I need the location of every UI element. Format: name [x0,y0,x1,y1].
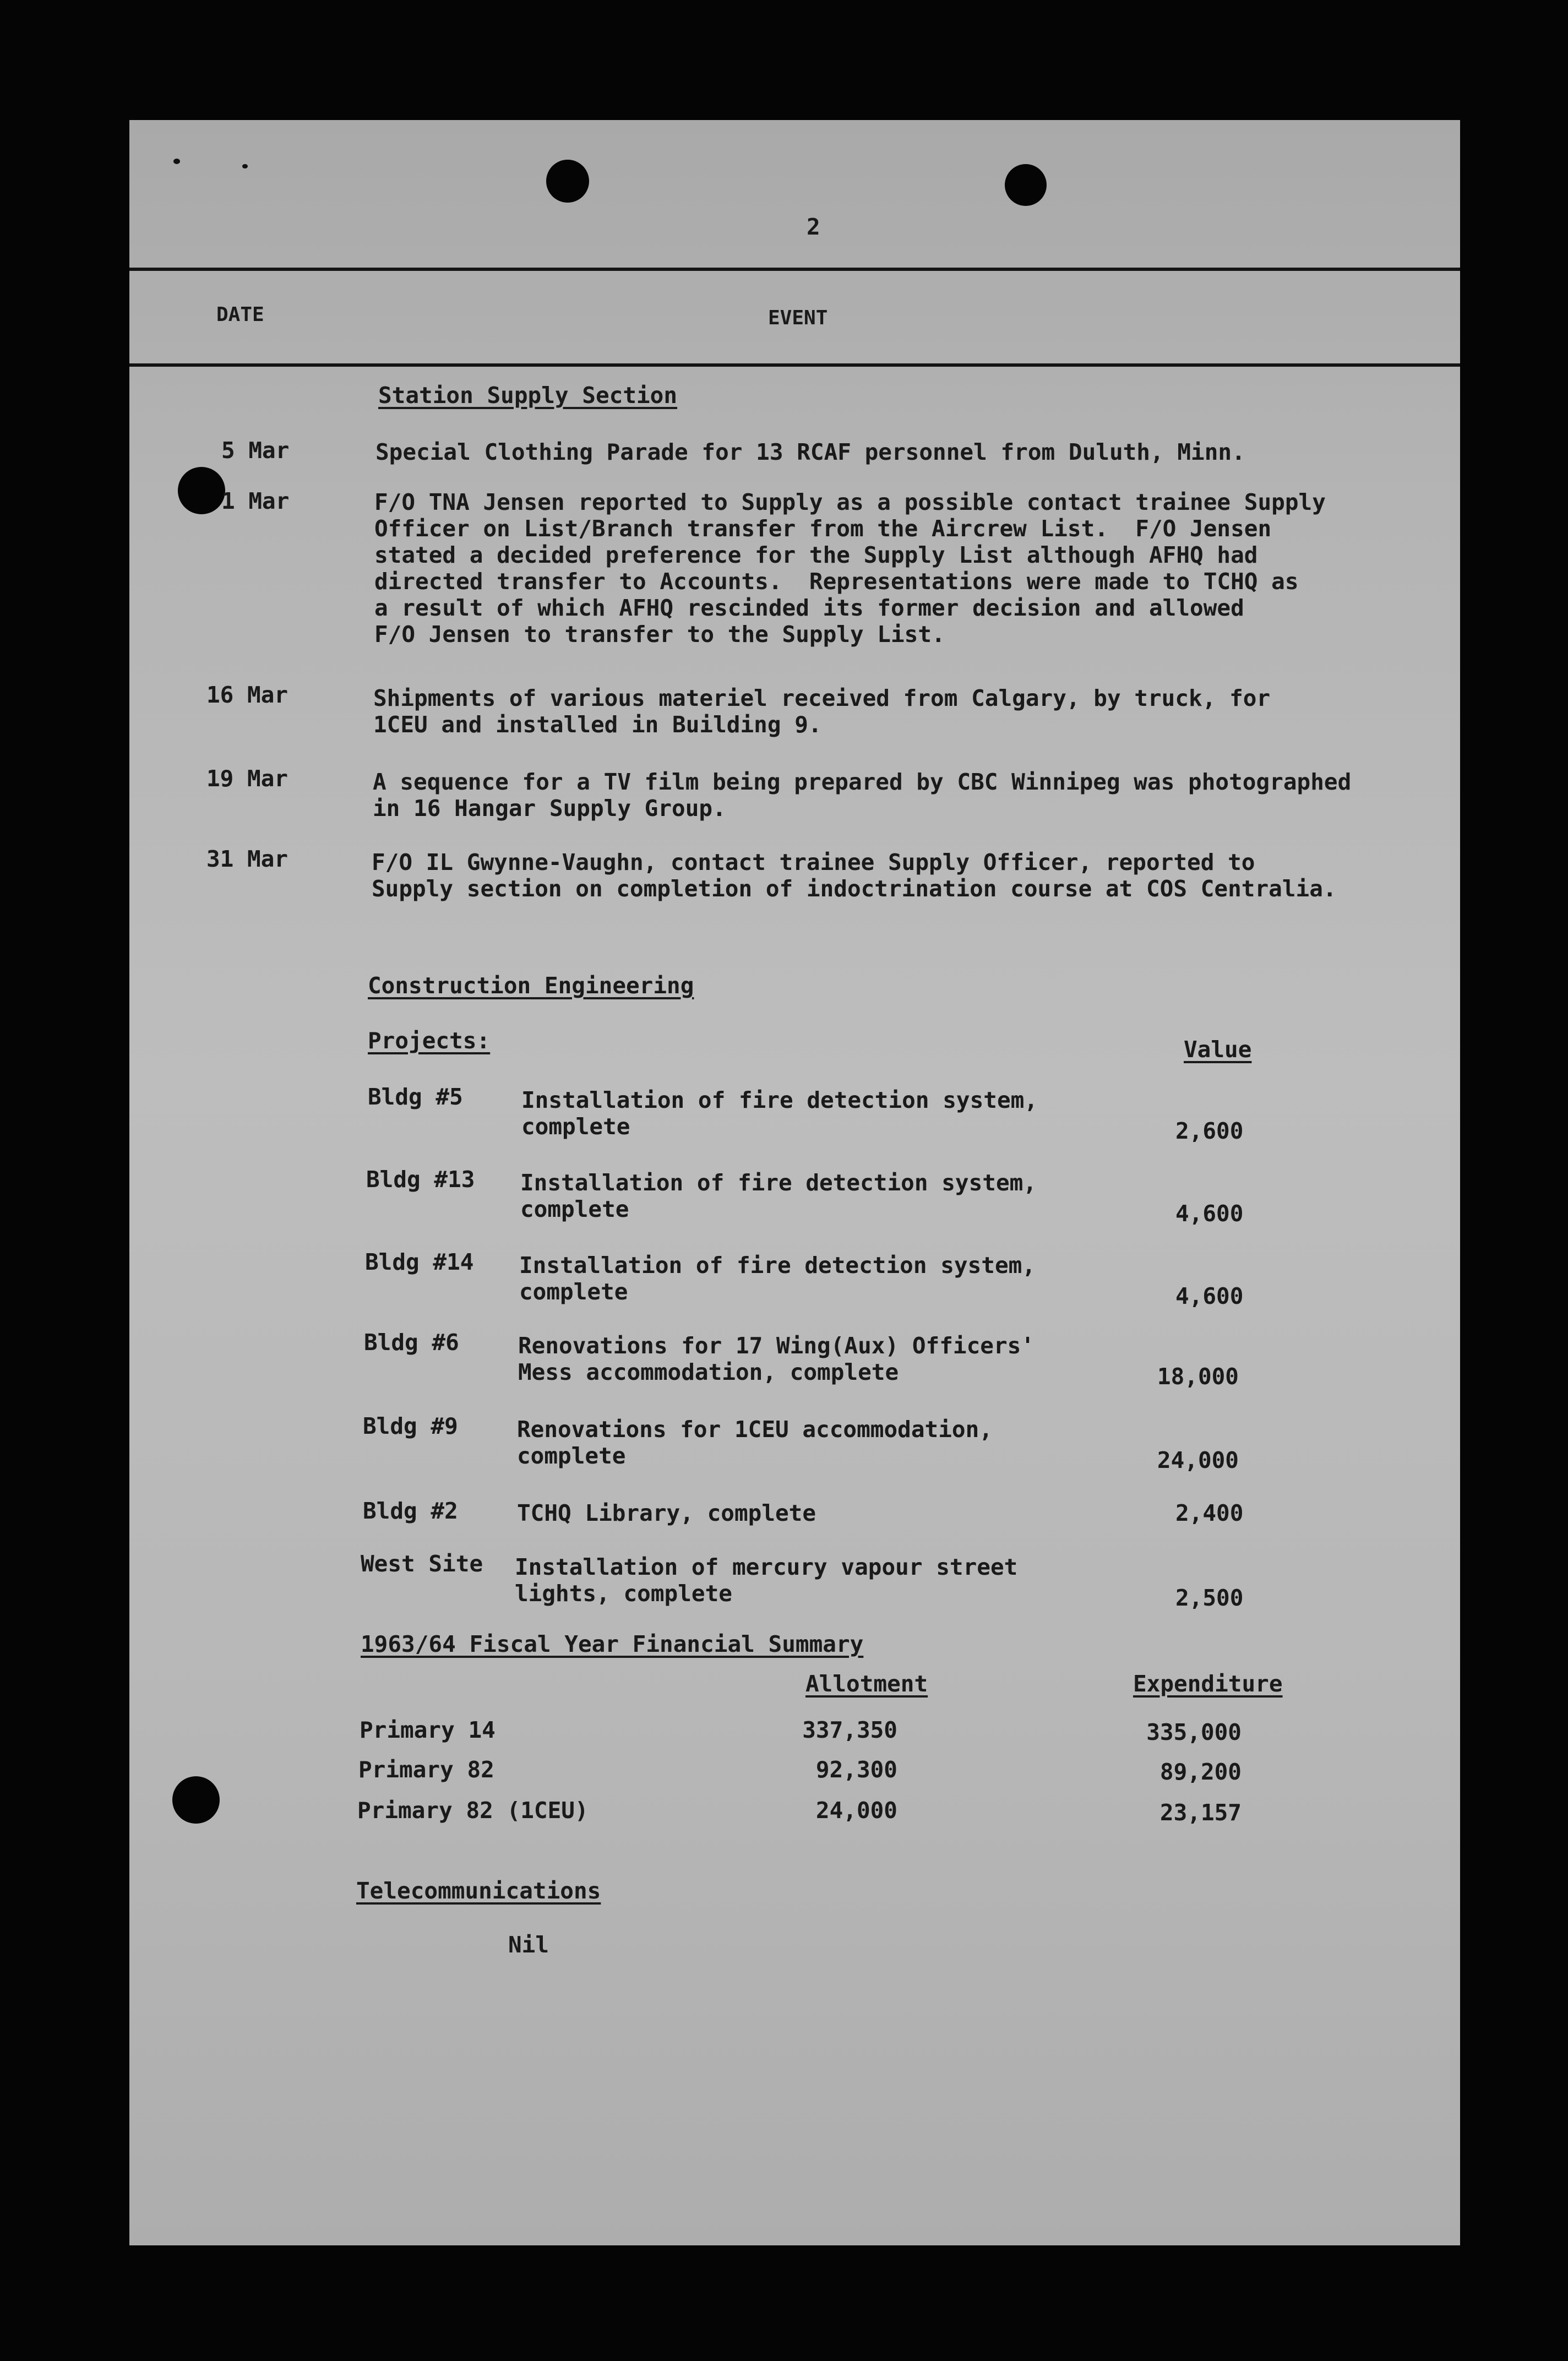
fiscal-row-label: Primary 82 (1CEU) [357,1797,589,1824]
speck-mark [242,164,248,168]
project-building: Bldg #5 [368,1084,463,1110]
supply-entry-date: 19 Mar [206,765,288,792]
project-description: complete [521,1113,630,1140]
project-description: Installation of fire detection system, [521,1087,1038,1113]
page-number: 2 [807,214,820,240]
project-building: Bldg #6 [364,1329,459,1356]
project-value: 4,600 [1175,1200,1244,1227]
supply-entry-date: 16 Mar [206,682,288,708]
fiscal-expenditure-value: 23,157 [1159,1799,1242,1826]
header-top-rule [129,268,1460,271]
fiscal-allotment-value: 24,000 [815,1797,897,1824]
project-description: Installation of fire detection system, [519,1252,1036,1279]
punch-hole-left-bottom [172,1776,220,1824]
supply-entry-text: a result of which AFHQ rescinded its former decision and allowed [374,595,1244,621]
project-building: Bldg #2 [363,1498,458,1524]
project-value: 2,600 [1175,1118,1244,1144]
telecom-section-heading: Telecommunications [356,1878,601,1904]
speck-mark [173,159,180,164]
value-column-label: Value [1184,1036,1252,1063]
project-description: complete [519,1279,628,1305]
projects-label: Projects: [368,1027,491,1054]
project-building: West Site [361,1551,483,1577]
project-building: Bldg #9 [363,1413,458,1439]
project-description: Renovations for 17 Wing(Aux) Officers' [518,1332,1035,1359]
project-value: 18,000 [1157,1363,1239,1390]
supply-entry-date: 1 Mar [221,488,290,514]
punch-hole-left-middle [178,467,225,514]
project-description: complete [517,1443,626,1469]
fiscal-expenditure-value: 335,000 [1146,1719,1242,1745]
project-description: Installation of mercury vapour street [515,1554,1018,1580]
project-value: 2,400 [1175,1500,1244,1526]
project-description: Mess accommodation, complete [518,1359,899,1385]
construction-section-heading: Construction Engineering [368,972,694,999]
supply-entry-text: in 16 Hangar Supply Group. [373,795,726,822]
project-description: Renovations for 1CEU accommodation, [517,1416,993,1443]
project-value: 4,600 [1175,1283,1244,1309]
project-description: complete [520,1196,629,1222]
document-page [129,120,1460,2245]
fiscal-row-label: Primary 14 [360,1717,496,1743]
supply-entry-text: 1CEU and installed in Building 9. [373,711,822,738]
supply-entry-text: Supply section on completion of indoctrination course at COS Centralia. [372,875,1337,902]
supply-entry-text: F/O IL Gwynne-Vaughn, contact trainee Supply Officer, reported to [372,849,1255,875]
supply-entry-text: stated a decided preference for the Supply List although AFHQ had [374,542,1258,568]
header-bottom-rule [129,363,1460,367]
supply-entry-date: 5 Mar [221,437,290,464]
fiscal-expenditure-value: 89,200 [1159,1759,1242,1785]
supply-entry-date: 31 Mar [206,846,288,872]
expenditure-column-label: Expenditure [1133,1671,1283,1697]
project-description: Installation of fire detection system, [520,1169,1037,1196]
allotment-column-label: Allotment [805,1671,928,1697]
supply-entry-text: Shipments of various materiel received from Calgary, by truck, for [373,685,1271,711]
fiscal-row-label: Primary 82 [358,1756,494,1783]
supply-entry-text: Officer on List/Branch transfer from the Aircrew List. F/O Jensen [374,515,1272,542]
supply-entry-text: F/O Jensen to transfer to the Supply List. [374,621,945,648]
project-value: 24,000 [1157,1447,1239,1473]
project-value: 2,500 [1175,1585,1244,1611]
fiscal-allotment-value: 92,300 [815,1756,897,1783]
telecom-body: Nil [508,1932,549,1958]
project-description: lights, complete [515,1580,732,1607]
punch-hole-top-right [1005,164,1047,206]
supply-entry-text: A sequence for a TV film being prepared by CBC Winnipeg was photographed [373,769,1352,795]
supply-entry-text: F/O TNA Jensen reported to Supply as a possible contact trainee Supply [374,489,1326,515]
supply-section-heading: Station Supply Section [378,382,678,409]
project-building: Bldg #13 [366,1166,475,1193]
punch-hole-top-left [546,160,589,203]
project-description: TCHQ Library, complete [517,1500,816,1526]
project-building: Bldg #14 [365,1249,474,1275]
supply-entry-text: directed transfer to Accounts. Representations were made to TCHQ as [374,568,1299,595]
fiscal-summary-heading: 1963/64 Fiscal Year Financial Summary [361,1631,864,1657]
column-header-event: EVENT [768,307,828,329]
column-header-date: DATE [216,303,264,326]
fiscal-allotment-value: 337,350 [802,1717,897,1743]
supply-entry-text: Special Clothing Parade for 13 RCAF personnel from Duluth, Minn. [375,439,1245,465]
